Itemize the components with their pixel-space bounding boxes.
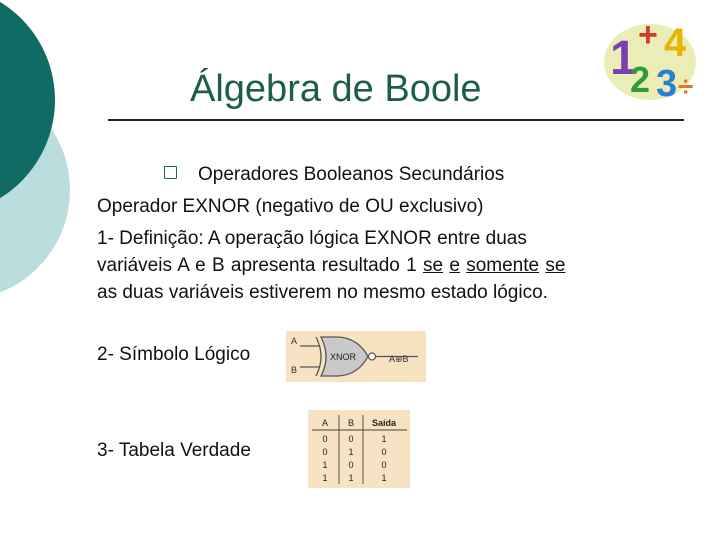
bullet-heading: Operadores Booleanos Secundários (198, 164, 505, 185)
math-numbers-logo (600, 12, 700, 104)
cell-r0-out: 1 (381, 434, 387, 444)
underlined-somente: somente (466, 255, 540, 276)
slide-title: Álgebra de Boole (190, 68, 482, 110)
cell-r1-a: 0 (322, 447, 328, 457)
logo-digit-2: 2 (630, 59, 651, 100)
truth-table-body (322, 434, 386, 483)
logo-digit-3: 3 (656, 63, 678, 104)
underlined-se-1: se (422, 255, 444, 276)
symbol-label: 2- Símbolo Lógico (97, 344, 251, 365)
cell-r2-out: 0 (381, 460, 387, 470)
logo-divide: ÷ (678, 71, 694, 102)
checkbox-bullet-icon (164, 166, 177, 179)
definition-line-1: 1- Definição: A operação lógica EXNOR entre duas (97, 228, 527, 249)
header-b: B (347, 418, 355, 428)
title-underline (108, 119, 684, 121)
header-output: Saída (371, 418, 397, 428)
cell-r3-a: 1 (322, 473, 328, 483)
underlined-se-2: se (545, 255, 566, 276)
logo-digit-4: 4 (664, 21, 687, 65)
cell-r1-out: 0 (381, 447, 387, 457)
definition-text: variáveis A e B apresenta resultado 1 (97, 255, 423, 276)
operator-line: Operador EXNOR (negativo de OU exclusivo) (97, 196, 484, 217)
gate-input-b-label: B (291, 365, 298, 375)
cell-r2-a: 1 (322, 460, 328, 470)
header-a: A (321, 418, 329, 428)
cell-r0-a: 0 (322, 434, 328, 444)
truth-table-label: 3- Tabela Verdade (97, 440, 251, 461)
cell-r0-b: 0 (348, 434, 354, 444)
cell-r1-b: 1 (348, 447, 354, 457)
cell-r2-b: 0 (348, 460, 354, 470)
logo-plus: + (638, 16, 658, 54)
xnor-gate-symbol (286, 331, 426, 382)
gate-output-label: A⊕B (389, 354, 409, 364)
underlined-e: e (449, 255, 460, 276)
gate-input-a-label: A (291, 336, 298, 346)
cell-r3-out: 1 (381, 473, 387, 483)
logo-digit-1: 1 (610, 32, 637, 85)
cell-r3-b: 1 (348, 473, 354, 483)
truth-table (308, 410, 410, 488)
definition-line-3: as duas variáveis estiverem no mesmo estado lógico. (97, 282, 548, 303)
definition-line-2 (97, 255, 565, 277)
gate-name: XNOR (330, 352, 357, 362)
